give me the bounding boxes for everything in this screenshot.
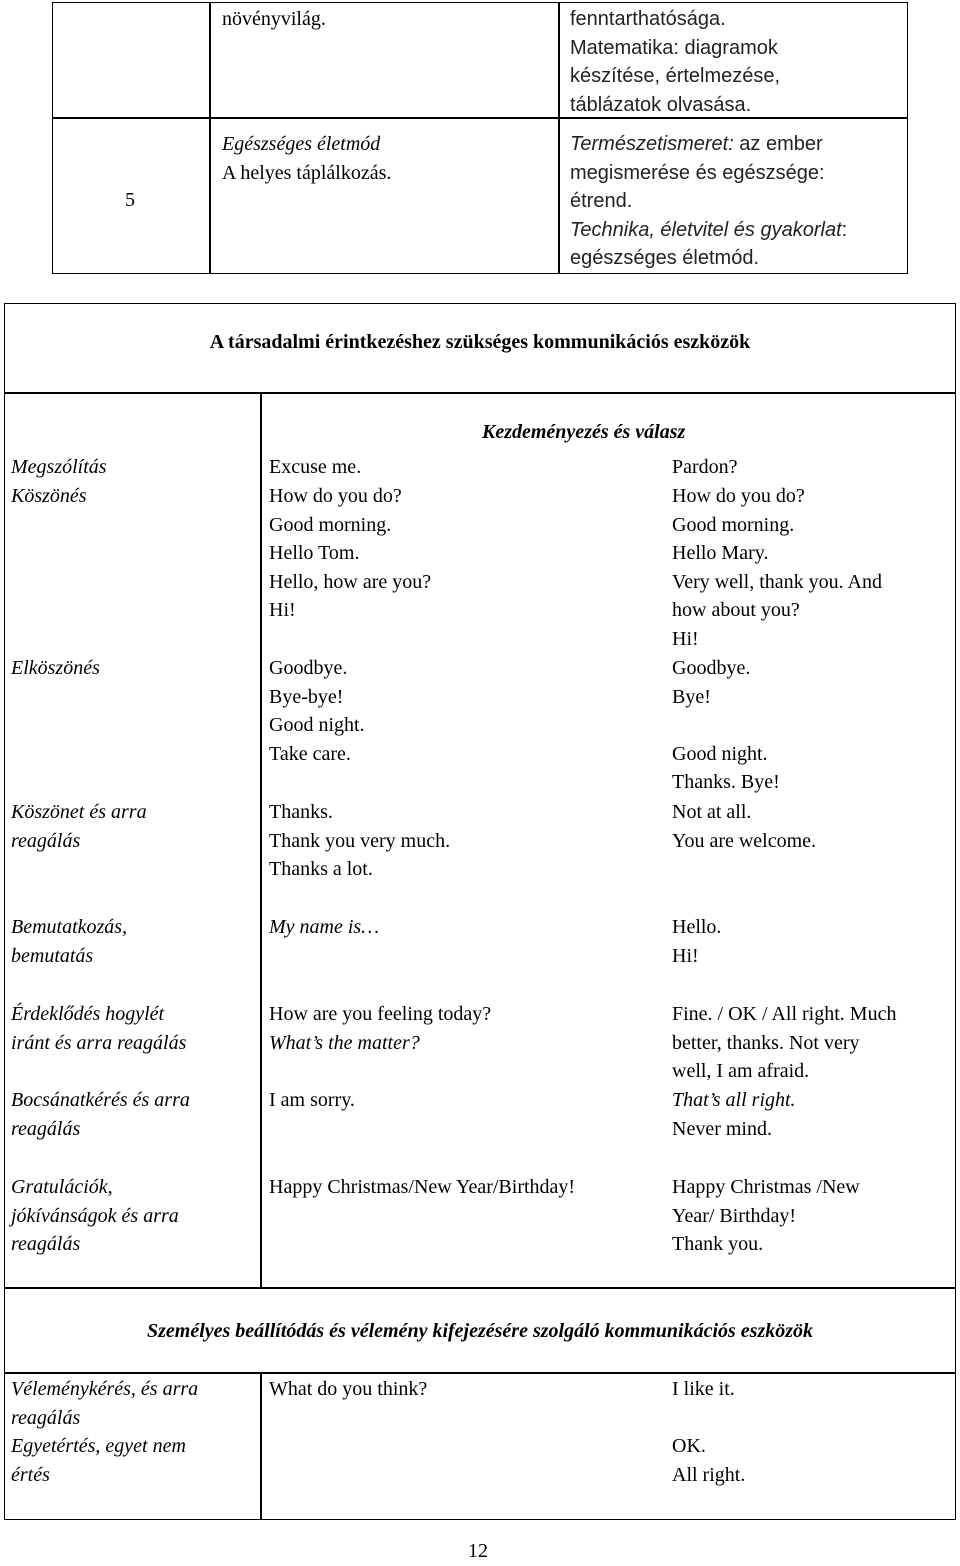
top-row5-col3: Természetismeret: az ember megismerése és egészsége: étrend. Technika, életvitel és gyakorlat: egészséges életmód. <box>570 133 848 270</box>
section1-title: A társadalmi érintkezéshez szükséges kommunikációs eszközök <box>209 331 751 353</box>
row-label-gratulaciok: Gratulációk, jókívánságok és arra reagálás <box>11 1176 179 1256</box>
row-label-egyetertes: Egyetértés, egyet nem értés <box>11 1435 186 1486</box>
init-erdeklodes: How are you feeling today? What’s the matter? <box>269 1003 492 1054</box>
resp-elkoszones: Goodbye. Bye! Good night. Thanks. Bye! <box>672 657 780 794</box>
section2-title: Személyes beállítódás és vélemény kifejezésére szolgáló kommunikációs eszközök <box>146 1320 814 1342</box>
topic-text: A helyes táplálkozás. <box>222 161 392 184</box>
top-row-prev-col2: növényvilág. <box>222 8 326 30</box>
init-koszonet: Thanks. Thank you very much. Thanks a lot. <box>269 801 451 881</box>
row-label-koszones: Köszönés <box>11 485 87 507</box>
resp-gratulaciok: Happy Christmas /New Year/ Birthday! Thank you. <box>672 1176 860 1256</box>
section1-subheader: Kezdeményezés és válasz <box>482 421 686 443</box>
init-koszones: How do you do? Good morning. Hello Tom. Hello, how are you? Hi! <box>269 485 432 622</box>
init-elkoszones: Goodbye. Bye-bye! Good night. Take care. <box>269 657 365 765</box>
topic-title: Egészséges életmód <box>222 133 381 155</box>
top-row5-col2 <box>222 130 391 187</box>
row-label-bemutatkozas: Bemutatkozás, bemutatás <box>11 916 128 967</box>
resp-bocsanatkeres: That’s all right. Never mind. <box>672 1089 796 1140</box>
init-velemenykeres: What do you think? <box>269 1378 428 1400</box>
row-number: 5 <box>125 189 135 211</box>
row-label-elkoszones: Elköszönés <box>11 657 100 679</box>
init-bemutatkozas: My name is… <box>269 916 379 938</box>
resp-koszonet: Not at all. You are welcome. <box>672 801 817 852</box>
top-row-prev-col3: fenntarthatósága. Matematika: diagramok készítése, értelmezése, táblázatok olvasása. <box>570 8 781 116</box>
resp-megszolitas: Pardon? <box>672 456 738 478</box>
resp-velemenykeres: I like it. <box>672 1378 735 1400</box>
page-number: 12 <box>468 1540 488 1562</box>
init-bocsanatkeres: I am sorry. <box>269 1089 355 1111</box>
init-gratulaciok: Happy Christmas/New Year/Birthday! <box>269 1176 576 1198</box>
resp-erdeklodes: Fine. / OK / All right. Much better, thanks. Not very well, I am afraid. <box>672 1003 897 1083</box>
row-label-koszonet: Köszönet és arra reagálás <box>11 801 147 852</box>
row-label-megszolitas: Megszólítás <box>11 456 107 478</box>
row-label-erdeklodes: Érdeklődés hogylét iránt és arra reagálás <box>11 1003 187 1054</box>
resp-egyetertes: OK. All right. <box>672 1435 746 1486</box>
row-label-bocsanatkeres: Bocsánatkérés és arra reagálás <box>11 1089 190 1140</box>
init-megszolitas: Excuse me. <box>269 456 362 478</box>
resp-koszones: How do you do? Good morning. Hello Mary. Very well, thank you. And how about you? Hi! <box>672 485 882 650</box>
row-label-velemenykeres: Véleménykérés, és arra reagálás <box>11 1378 199 1429</box>
resp-bemutatkozas: Hello. Hi! <box>672 916 722 967</box>
